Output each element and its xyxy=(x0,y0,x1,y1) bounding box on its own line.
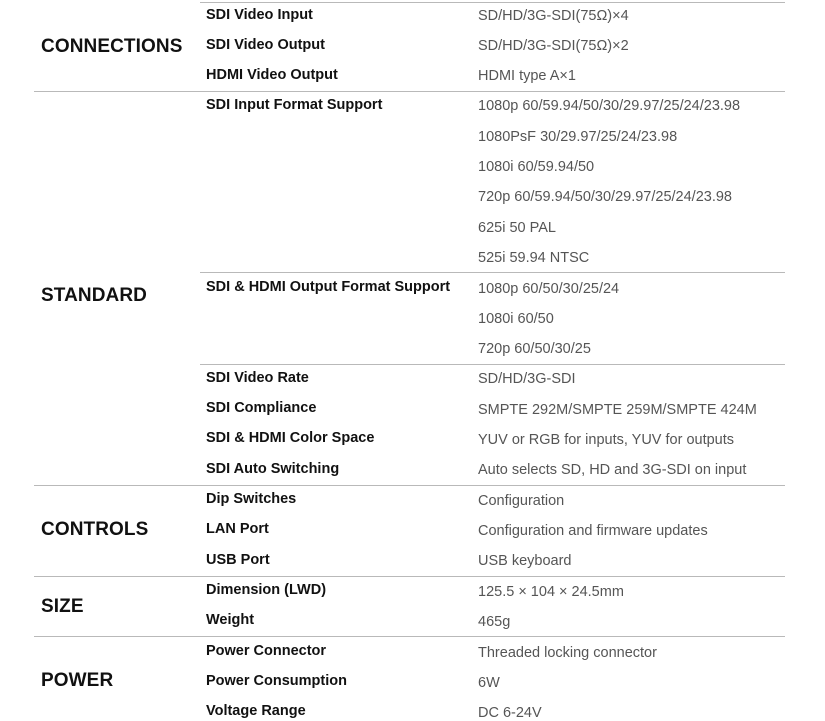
spec-label: SDI Input Format Support xyxy=(206,97,383,113)
spec-label: Power Connector xyxy=(206,643,327,659)
spec-value: DC 6-24V xyxy=(478,705,542,721)
category-heading: SIZE xyxy=(41,596,84,617)
spec-label: SDI Compliance xyxy=(206,400,317,416)
spec-label: SDI Video Rate xyxy=(206,370,309,386)
category-heading: CONNECTIONS xyxy=(41,36,183,57)
category-heading: STANDARD xyxy=(41,285,147,306)
spec-value: USB keyboard xyxy=(478,553,572,569)
spec-value: 720p 60/59.94/50/30/29.97/25/24/23.98 xyxy=(478,189,732,205)
spec-label: SDI & HDMI Color Space xyxy=(206,430,375,446)
divider xyxy=(200,2,785,3)
spec-label: Dimension (LWD) xyxy=(206,582,327,598)
spec-value: SD/HD/3G-SDI(75Ω)×4 xyxy=(478,8,629,24)
spec-value: 720p 60/50/30/25 xyxy=(478,341,591,357)
spec-value: Configuration and firmware updates xyxy=(478,523,708,539)
divider xyxy=(34,636,785,637)
spec-value: HDMI type A×1 xyxy=(478,68,576,84)
spec-label: HDMI Video Output xyxy=(206,67,338,83)
spec-value: 625i 50 PAL xyxy=(478,220,556,236)
spec-value: 6W xyxy=(478,675,500,691)
spec-value: Auto selects SD, HD and 3G-SDI on input xyxy=(478,462,747,478)
category-heading: POWER xyxy=(41,670,114,691)
spec-value: 125.5 × 104 × 24.5mm xyxy=(478,584,624,600)
spec-label: LAN Port xyxy=(206,521,269,537)
spec-value: 1080p 60/59.94/50/30/29.97/25/24/23.98 xyxy=(478,98,741,114)
spec-label: SDI & HDMI Output Format Support xyxy=(206,279,451,295)
divider xyxy=(200,272,785,273)
spec-value: 525i 59.94 NTSC xyxy=(478,250,590,266)
divider xyxy=(34,91,785,92)
spec-value: Threaded locking connector xyxy=(478,645,657,661)
spec-label: Weight xyxy=(206,612,255,628)
divider xyxy=(200,364,785,365)
spec-value: 1080PsF 30/29.97/25/24/23.98 xyxy=(478,129,678,145)
spec-value: 1080i 60/59.94/50 xyxy=(478,159,595,175)
spec-label: USB Port xyxy=(206,552,270,568)
spec-label: SDI Video Output xyxy=(206,37,325,53)
spec-value: SD/HD/3G-SDI xyxy=(478,371,576,387)
spec-value: SMPTE 292M/SMPTE 259M/SMPTE 424M xyxy=(478,402,757,418)
divider xyxy=(34,576,785,577)
spec-value: 465g xyxy=(478,614,511,630)
spec-value: Configuration xyxy=(478,493,565,509)
spec-label: Power Consumption xyxy=(206,673,347,689)
spec-label: SDI Auto Switching xyxy=(206,461,340,477)
spec-label: Voltage Range xyxy=(206,703,306,719)
spec-label: Dip Switches xyxy=(206,491,297,507)
spec-value: 1080p 60/50/30/25/24 xyxy=(478,281,620,297)
spec-label: SDI Video Input xyxy=(206,7,313,23)
category-heading: CONTROLS xyxy=(41,519,149,540)
spec-value: YUV or RGB for inputs, YUV for outputs xyxy=(478,432,735,448)
divider xyxy=(34,485,785,486)
spec-value: 1080i 60/50 xyxy=(478,311,554,327)
spec-value: SD/HD/3G-SDI(75Ω)×2 xyxy=(478,38,629,54)
